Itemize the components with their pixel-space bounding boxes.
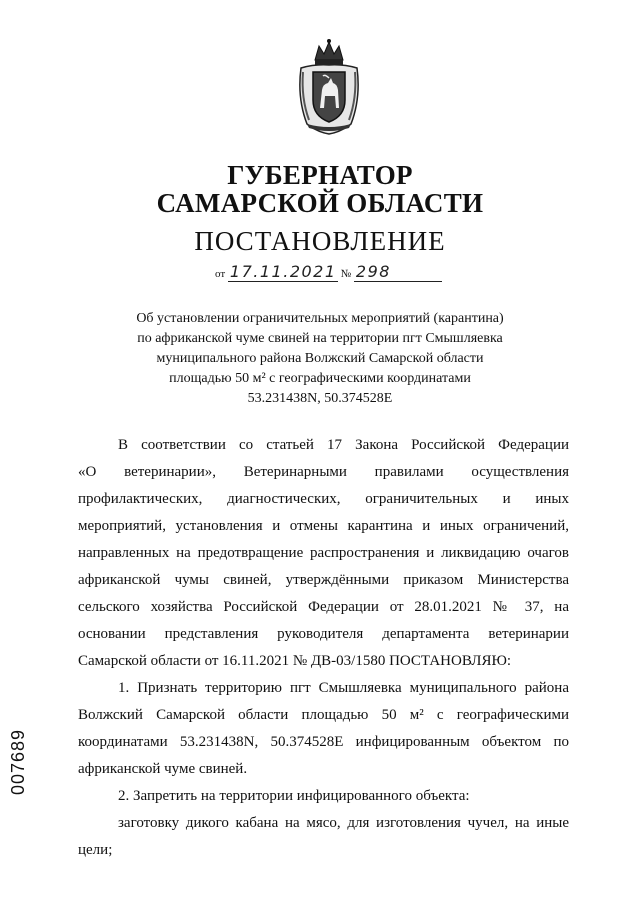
subject-line: Об установлении ограничительных мероприятий (карантина) — [136, 311, 504, 326]
body-line: 1. Признать территорию пгт Смышляевка муниципального района — [118, 680, 569, 696]
subject-line: 53.231438N, 50.374528E — [247, 391, 393, 406]
subject-line: муниципального района Волжский Самарской области — [156, 351, 484, 366]
subject-line: по африканской чуме свиней на территории пгт Смышляевка — [137, 331, 503, 346]
issuer-title-line-1: ГУБЕРНАТОР — [227, 160, 413, 190]
document-type: ПОСТАНОВЛЕНИЕ — [194, 226, 446, 256]
body-line: цели; — [78, 842, 113, 858]
body-line: 2. Запретить на территории инфицированного объекта: — [118, 788, 470, 804]
body-line: сельского хозяйства Российской Федерации от 28.01.2021 № 37, на — [78, 599, 569, 615]
document-body — [78, 432, 569, 864]
body-line: африканской чумы свиней, утверждёнными приказом Министерства — [78, 572, 569, 588]
body-line: направленных на предотвращение распространения и ликвидацию очагов — [78, 545, 569, 561]
body-line: африканской чуме свиней. — [78, 761, 248, 777]
body-line: основании представления руководителя департамента ветеринарии — [78, 626, 569, 642]
document-number: 298 — [354, 262, 442, 282]
document-subject — [90, 309, 550, 409]
body-line: «О ветеринарии», Ветеринарными правилами осуществления — [78, 464, 569, 480]
body-line: Волжский Самарской области площадью 50 м² с географическими — [78, 707, 569, 723]
date-prefix: от — [215, 268, 226, 280]
body-line: профилактических, диагностических, ограничительных и иных — [78, 491, 569, 507]
document-date: 17.11.2021 — [229, 262, 337, 281]
issuer-title-line-2: САМАРСКОЙ ОБЛАСТИ — [156, 188, 484, 218]
margin-registration-code: 007689 — [8, 728, 28, 795]
body-line: В соответствии со статьей 17 Закона Российской Федерации — [118, 437, 569, 453]
subject-line: площадью 50 м² с географическими координатами — [169, 371, 471, 386]
body-line: мероприятий, установления и отмены карантина и иных ограничений, — [78, 518, 569, 534]
body-line: заготовку дикого кабана на мясо, для изготовления чучел, на иные — [118, 815, 569, 831]
date-number-line — [215, 262, 442, 282]
number-prefix: № — [340, 268, 352, 280]
samara-coat-of-arms-icon — [293, 38, 365, 136]
body-line: Самарской области от 16.11.2021 № ДВ-03/1580 ПОСТАНОВЛЯЮ: — [78, 653, 512, 669]
body-line: координатами 53.231438N, 50.374528E инфицированным объектом по — [78, 734, 569, 750]
